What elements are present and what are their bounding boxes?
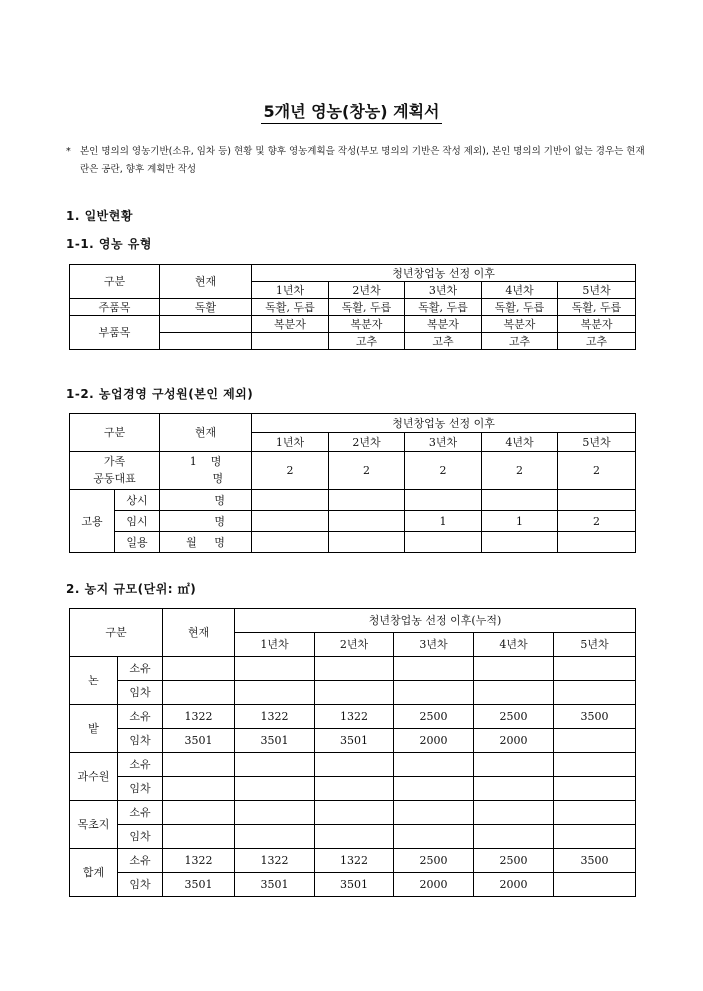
family-current xyxy=(160,452,252,490)
rent-year-3-value xyxy=(394,681,474,705)
family-year-4: 2 xyxy=(482,452,558,490)
own-current-value xyxy=(163,657,235,681)
rent-year-2-value xyxy=(315,681,394,705)
table-row xyxy=(70,849,636,873)
rent-year-4-value xyxy=(474,825,554,849)
own-year-5-value xyxy=(554,657,636,681)
instruction-note xyxy=(66,143,651,179)
family-year-5: 2 xyxy=(558,452,636,490)
header-current: 현재 xyxy=(163,609,235,657)
regular-year-2 xyxy=(329,490,405,511)
table-row xyxy=(70,490,636,511)
own-year-5-value xyxy=(554,753,636,777)
rent-year-2-value: 3501 xyxy=(315,729,394,753)
regular-year-5 xyxy=(558,490,636,511)
header-year-3: 3년차 xyxy=(394,633,474,657)
own-year-4-value xyxy=(474,801,554,825)
own-year-3-value xyxy=(394,801,474,825)
table-row xyxy=(70,316,636,333)
header-after-selection: 청년창업농 선정 이후(누적) xyxy=(235,609,636,633)
header-year-3: 3년차 xyxy=(405,282,482,299)
sub2-item-year-4: 고추 xyxy=(482,333,558,350)
header-year-4: 4년차 xyxy=(474,633,554,657)
header-year-1: 1년차 xyxy=(252,433,329,452)
main-item-year-2: 독활, 두릅 xyxy=(329,299,405,316)
land-size-table xyxy=(69,608,636,897)
sub-item-year-2: 복분자 xyxy=(329,316,405,333)
own-year-1-value: 1322 xyxy=(235,705,315,729)
table-row xyxy=(70,511,636,532)
rent-year-1-value: 3501 xyxy=(235,729,315,753)
header-category: 구분 xyxy=(70,414,160,452)
rent-year-3-value xyxy=(394,777,474,801)
table-row xyxy=(70,705,636,729)
daily-year-2 xyxy=(329,532,405,553)
unit-person: 명 xyxy=(214,535,225,549)
family-label: 가족 xyxy=(103,455,126,468)
rent-year-5-value xyxy=(554,729,636,753)
header-after-selection: 청년창업농 선정 이후 xyxy=(252,414,636,433)
table-row xyxy=(70,873,636,897)
family-year-3: 2 xyxy=(405,452,482,490)
regular-unit: 명 xyxy=(160,490,252,511)
own-year-4-value xyxy=(474,657,554,681)
header-year-1: 1년차 xyxy=(235,633,315,657)
unit-person: 명 xyxy=(212,471,224,485)
own-label: 소유 xyxy=(118,657,163,681)
rent-year-4-value xyxy=(474,777,554,801)
land-type-label: 논 xyxy=(70,657,118,705)
rent-label: 임차 xyxy=(118,681,163,705)
regular-year-1 xyxy=(252,490,329,511)
own-year-2-value: 1322 xyxy=(315,705,394,729)
land-type-label: 목초지 xyxy=(70,801,118,849)
rent-year-1-value: 3501 xyxy=(235,873,315,897)
own-current-value xyxy=(163,753,235,777)
daily-year-3 xyxy=(405,532,482,553)
own-year-1-value xyxy=(235,657,315,681)
family-year-2: 2 xyxy=(329,452,405,490)
family-count: 1 xyxy=(189,455,197,468)
section-farming-type-heading: 1-1. 영농 유형 xyxy=(66,237,152,251)
unit-person: 명 xyxy=(210,455,222,468)
own-year-5-value xyxy=(554,801,636,825)
own-year-3-value: 2500 xyxy=(394,849,474,873)
temp-year-2 xyxy=(329,511,405,532)
sub-item-year-5: 복분자 xyxy=(558,316,636,333)
main-item-year-3: 독활, 두릅 xyxy=(405,299,482,316)
own-year-2-value xyxy=(315,801,394,825)
sub2-item-year-1 xyxy=(252,333,329,350)
rent-current-value xyxy=(163,681,235,705)
own-year-2-value xyxy=(315,753,394,777)
rent-year-4-value: 2000 xyxy=(474,873,554,897)
sub-item-label: 부품목 xyxy=(70,316,160,350)
rent-label: 임차 xyxy=(118,873,163,897)
rent-year-5-value xyxy=(554,681,636,705)
land-type-label: 합계 xyxy=(70,849,118,897)
header-year-1: 1년차 xyxy=(252,282,329,299)
main-item-year-1: 독활, 두릅 xyxy=(252,299,329,316)
header-year-2: 2년차 xyxy=(329,433,405,452)
rent-year-5-value xyxy=(554,825,636,849)
table-row xyxy=(70,801,636,825)
own-current-value: 1322 xyxy=(163,849,235,873)
header-year-2: 2년차 xyxy=(329,282,405,299)
own-year-4-value: 2500 xyxy=(474,705,554,729)
own-current-value xyxy=(163,801,235,825)
temp-year-5: 2 xyxy=(558,511,636,532)
rent-year-2-value xyxy=(315,825,394,849)
section-members-heading: 1-2. 농업경영 구성원(본인 제외) xyxy=(66,387,254,401)
daily-year-4 xyxy=(482,532,558,553)
header-year-5: 5년차 xyxy=(554,633,636,657)
note-text: 본인 명의의 영농기반(소유, 임차 등) 현황 및 향후 영농계획을 작성(부모 명의의 기반은 작성 제외), 본인 명의의 기반이 없는 경우는 현재 란은 공란, 향후 계획만 작성 xyxy=(80,146,645,175)
temp-unit: 명 xyxy=(160,511,252,532)
corp-label: 공동대표 xyxy=(93,471,136,485)
own-year-4-value: 2500 xyxy=(474,849,554,873)
rent-current-value xyxy=(163,777,235,801)
own-year-3-value xyxy=(394,753,474,777)
rent-year-1-value xyxy=(235,825,315,849)
temp-label: 임시 xyxy=(115,511,160,532)
rent-year-2-value: 3501 xyxy=(315,873,394,897)
main-item-year-5: 독활, 두릅 xyxy=(558,299,636,316)
header-year-2: 2년차 xyxy=(315,633,394,657)
sub-item-year-1: 복분자 xyxy=(252,316,329,333)
table-row xyxy=(70,753,636,777)
table-row xyxy=(70,414,636,433)
rent-year-5-value xyxy=(554,873,636,897)
header-category: 구분 xyxy=(70,609,163,657)
table-row xyxy=(70,777,636,801)
own-current-value: 1322 xyxy=(163,705,235,729)
regular-label: 상시 xyxy=(115,490,160,511)
employ-label: 고용 xyxy=(70,490,115,553)
rent-year-1-value xyxy=(235,681,315,705)
header-current: 현재 xyxy=(160,265,252,299)
main-item-current: 독활 xyxy=(160,299,252,316)
table-row xyxy=(70,729,636,753)
own-label: 소유 xyxy=(118,849,163,873)
temp-year-3: 1 xyxy=(405,511,482,532)
own-year-2-value xyxy=(315,657,394,681)
main-item-year-4: 독활, 두릅 xyxy=(482,299,558,316)
rent-label: 임차 xyxy=(118,729,163,753)
rent-year-4-value: 2000 xyxy=(474,729,554,753)
rent-year-3-value xyxy=(394,825,474,849)
section-land-heading: 2. 농지 규모(단위: ㎡) xyxy=(66,582,197,596)
sub2-item-year-3: 고추 xyxy=(405,333,482,350)
table-row xyxy=(70,825,636,849)
own-year-3-value xyxy=(394,657,474,681)
table-row xyxy=(70,532,636,553)
rent-label: 임차 xyxy=(118,777,163,801)
temp-year-4: 1 xyxy=(482,511,558,532)
table-row xyxy=(70,657,636,681)
daily-unit xyxy=(160,532,252,553)
family-corp-label xyxy=(70,452,160,490)
page-title: 5개년 영농(창농) 계획서 xyxy=(261,102,441,124)
sub-item-current-1 xyxy=(160,316,252,333)
sub-item-current-2 xyxy=(160,333,252,350)
rent-current-value xyxy=(163,825,235,849)
header-year-5: 5년차 xyxy=(558,282,636,299)
rent-year-2-value xyxy=(315,777,394,801)
family-year-1: 2 xyxy=(252,452,329,490)
own-year-5-value: 3500 xyxy=(554,705,636,729)
header-year-4: 4년차 xyxy=(482,433,558,452)
regular-year-3 xyxy=(405,490,482,511)
rent-current-value: 3501 xyxy=(163,729,235,753)
table-row xyxy=(70,681,636,705)
land-type-label: 밭 xyxy=(70,705,118,753)
own-year-2-value: 1322 xyxy=(315,849,394,873)
own-label: 소유 xyxy=(118,705,163,729)
own-year-4-value xyxy=(474,753,554,777)
rent-year-3-value: 2000 xyxy=(394,873,474,897)
regular-year-4 xyxy=(482,490,558,511)
own-year-1-value: 1322 xyxy=(235,849,315,873)
sub-item-year-4: 복분자 xyxy=(482,316,558,333)
daily-label: 일용 xyxy=(115,532,160,553)
own-label: 소유 xyxy=(118,801,163,825)
table-row xyxy=(70,265,636,282)
rent-label: 임차 xyxy=(118,825,163,849)
header-year-4: 4년차 xyxy=(482,282,558,299)
header-year-5: 5년차 xyxy=(558,433,636,452)
unit-month: 월 xyxy=(186,535,197,549)
own-year-1-value xyxy=(235,801,315,825)
header-after-selection: 청년창업농 선정 이후 xyxy=(252,265,636,282)
header-category: 구분 xyxy=(70,265,160,299)
header-year-3: 3년차 xyxy=(405,433,482,452)
members-table xyxy=(69,413,636,553)
rent-year-5-value xyxy=(554,777,636,801)
sub-item-year-3: 복분자 xyxy=(405,316,482,333)
daily-year-1 xyxy=(252,532,329,553)
sub2-item-year-2: 고추 xyxy=(329,333,405,350)
daily-year-5 xyxy=(558,532,636,553)
land-size-body xyxy=(70,657,636,897)
rent-year-4-value xyxy=(474,681,554,705)
rent-current-value: 3501 xyxy=(163,873,235,897)
sub2-item-year-5: 고추 xyxy=(558,333,636,350)
rent-year-3-value: 2000 xyxy=(394,729,474,753)
temp-year-1 xyxy=(252,511,329,532)
own-label: 소유 xyxy=(118,753,163,777)
farming-type-table xyxy=(69,264,636,350)
section-general-heading: 1. 일반현황 xyxy=(66,209,133,223)
note-bullet: * xyxy=(66,146,71,157)
header-current: 현재 xyxy=(160,414,252,452)
rent-year-1-value xyxy=(235,777,315,801)
table-row xyxy=(70,452,636,490)
table-row xyxy=(70,299,636,316)
own-year-5-value: 3500 xyxy=(554,849,636,873)
table-row xyxy=(70,609,636,633)
own-year-1-value xyxy=(235,753,315,777)
page-title-wrap xyxy=(0,99,703,122)
own-year-3-value: 2500 xyxy=(394,705,474,729)
main-item-label: 주품목 xyxy=(70,299,160,316)
land-type-label: 과수원 xyxy=(70,753,118,801)
